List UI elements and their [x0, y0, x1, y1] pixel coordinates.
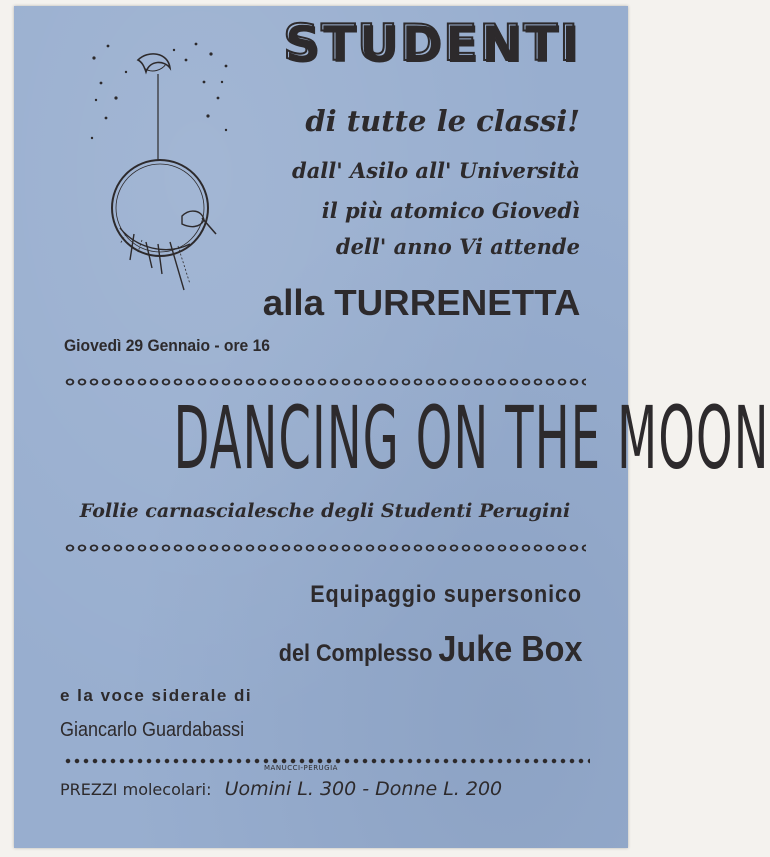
moon-figure-illustration — [86, 38, 236, 308]
event-headline: DANCING ON THE MOON — [173, 388, 770, 489]
event-subtitle: Follie carnascialesche degli Studenti Perugini — [79, 500, 571, 522]
prices-values: Uomini L. 300 - Donne L. 200 — [224, 778, 503, 800]
venue-line: alla TURRENETTA — [262, 282, 580, 323]
heading-studenti: STUDENTI — [283, 14, 580, 72]
singer-name: Giancarlo Guardabassi — [60, 719, 245, 741]
stars-decoration — [91, 43, 228, 140]
chain-border-top — [64, 376, 586, 388]
attende-line: dell' anno Vi attende — [335, 234, 580, 259]
atomico-line: il più atomico Giovedì — [321, 198, 580, 223]
band-line-2-prefix: del Complesso — [278, 640, 432, 667]
chain-border-bottom — [64, 542, 586, 554]
band-line-1: Equipaggio supersonico — [310, 581, 582, 608]
audience-line: di tutte le classi! — [305, 104, 580, 138]
voice-line: e la voce siderale di — [60, 686, 253, 705]
printer-credit: MANUCCI-PERUGIA — [264, 764, 338, 772]
asilo-line: dall' Asilo all' Università — [292, 158, 580, 183]
prices-line — [60, 778, 502, 800]
event-date: Giovedì 29 Gennaio - ore 16 — [64, 336, 270, 355]
prices-label: PREZZI molecolari: — [60, 780, 212, 799]
poster-sheet — [14, 6, 770, 848]
band-line-2 — [278, 628, 582, 670]
band-name: Juke Box — [437, 628, 582, 669]
